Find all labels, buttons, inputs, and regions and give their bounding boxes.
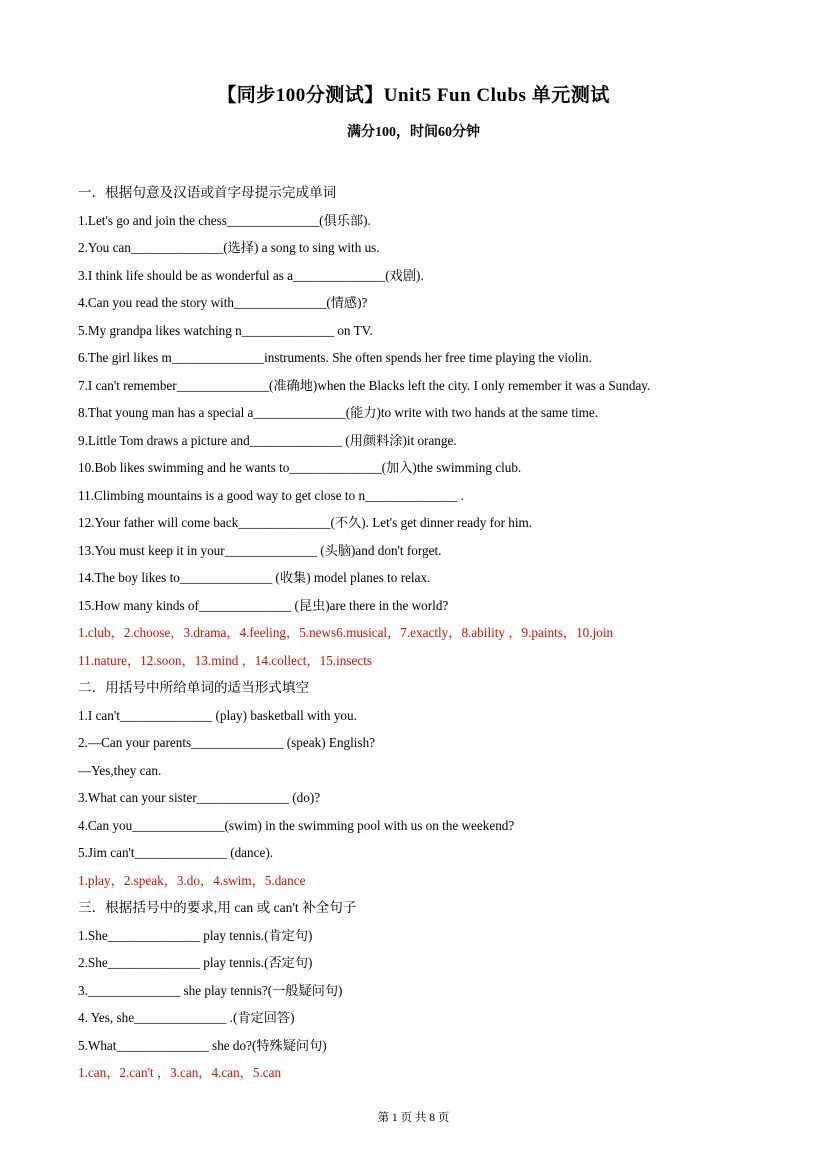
s3-answers-line: 1.can，2.can't ，3.can，4.can，5.can [78,1065,282,1080]
s3-question-2: 2.She______________ play tennis.(否定句) [78,955,313,970]
page-number: 第 1 页 共 8 页 [377,1112,450,1124]
s2-question-3: 3.What can your sister______________ (do)? [78,790,321,805]
document-body [78,179,749,1087]
section-1-heading: 一．根据句意及汉语或首字母提示完成单词 [78,185,337,200]
s2-question-5: 5.Jim can't______________ (dance). [78,845,274,860]
s1-question-14: 14.The boy likes to______________ (收集) model planes to relax. [78,570,431,585]
s1-answers-line-2: 11.nature，12.soon，13.mind ，14.collect，15.insects [78,652,372,668]
s3-question-5: 5.What______________ she do?(特殊疑问句) [78,1037,327,1053]
section-3 [78,894,749,1087]
s2-question-1: 1.I can't______________ (play) basketball with you. [78,707,357,723]
s1-question-12: 12.Your father will come back______________(不久). Let's get dinner ready for him. [78,515,533,530]
s3-question-4: 4. Yes, she______________ .(肯定回答) [78,1010,295,1025]
s1-question-1: 1.Let's go and join the chess______________(俱乐部). [78,212,371,228]
s1-answers-line-1: 1.club，2.choose，3.drama，4.feeling，5.news6.musical，7.exactly，8.ability ，9.paints，10.join [78,625,614,640]
s1-question-11: 11.Climbing mountains is a good way to get close to n______________ . [78,487,464,503]
s1-question-6: 6.The girl likes m______________instruments. She often spends her free time playing the violin. [78,350,592,365]
s1-question-9: 9.Little Tom draws a picture and______________ (用颜料涂)it orange. [78,432,457,448]
s1-question-10: 10.Bob likes swimming and he wants to______________(加入)the swimming club. [78,460,522,475]
section-2-heading: 二．用括号中所给单词的适当形式填空 [78,680,310,695]
document-subtitle: 满分100，时间60分钟 [347,125,480,140]
s3-question-3: 3.______________ she play tennis?(一般疑问句) [78,982,343,998]
s1-question-5: 5.My grandpa likes watching n______________ on TV. [78,322,373,338]
document-title: 【同步100分测试】Unit5 Fun Clubs 单元测试 [217,85,610,106]
s1-question-8: 8.That young man has a special a______________(能力)to write with two hands at the same time. [78,405,599,420]
s2-answers-line: 1.play，2.speak，3.do，4.swim，5.dance [78,872,306,888]
s2-question-2-reply: —Yes,they can. [78,762,162,778]
section-1 [78,179,749,674]
page-footer [0,1109,827,1125]
s1-question-15: 15.How many kinds of______________ (昆虫)are there in the world? [78,597,449,613]
s1-question-3: 3.I think life should be as wonderful as a______________(戏剧). [78,267,424,283]
s2-question-4: 4.Can you______________(swim) in the swimming pool with us on the weekend? [78,817,515,833]
s2-question-2: 2.—Can your parents______________ (speak) English? [78,735,376,750]
s1-question-2: 2.You can______________(选择) a song to sing with us. [78,240,380,255]
section-3-heading: 三．根据括号中的要求,用 can 或 can't 补全句子 [78,900,357,915]
s1-question-13: 13.You must keep it in your______________ (头脑)and don't forget. [78,542,442,558]
s1-question-7: 7.I can't remember______________(准确地)when the Blacks left the city. I only remember it was a Sunday. [78,377,651,393]
s3-question-1: 1.She______________ play tennis.(肯定句) [78,927,313,943]
section-2 [78,674,749,894]
s1-question-4: 4.Can you read the story with______________(情感)? [78,295,368,310]
